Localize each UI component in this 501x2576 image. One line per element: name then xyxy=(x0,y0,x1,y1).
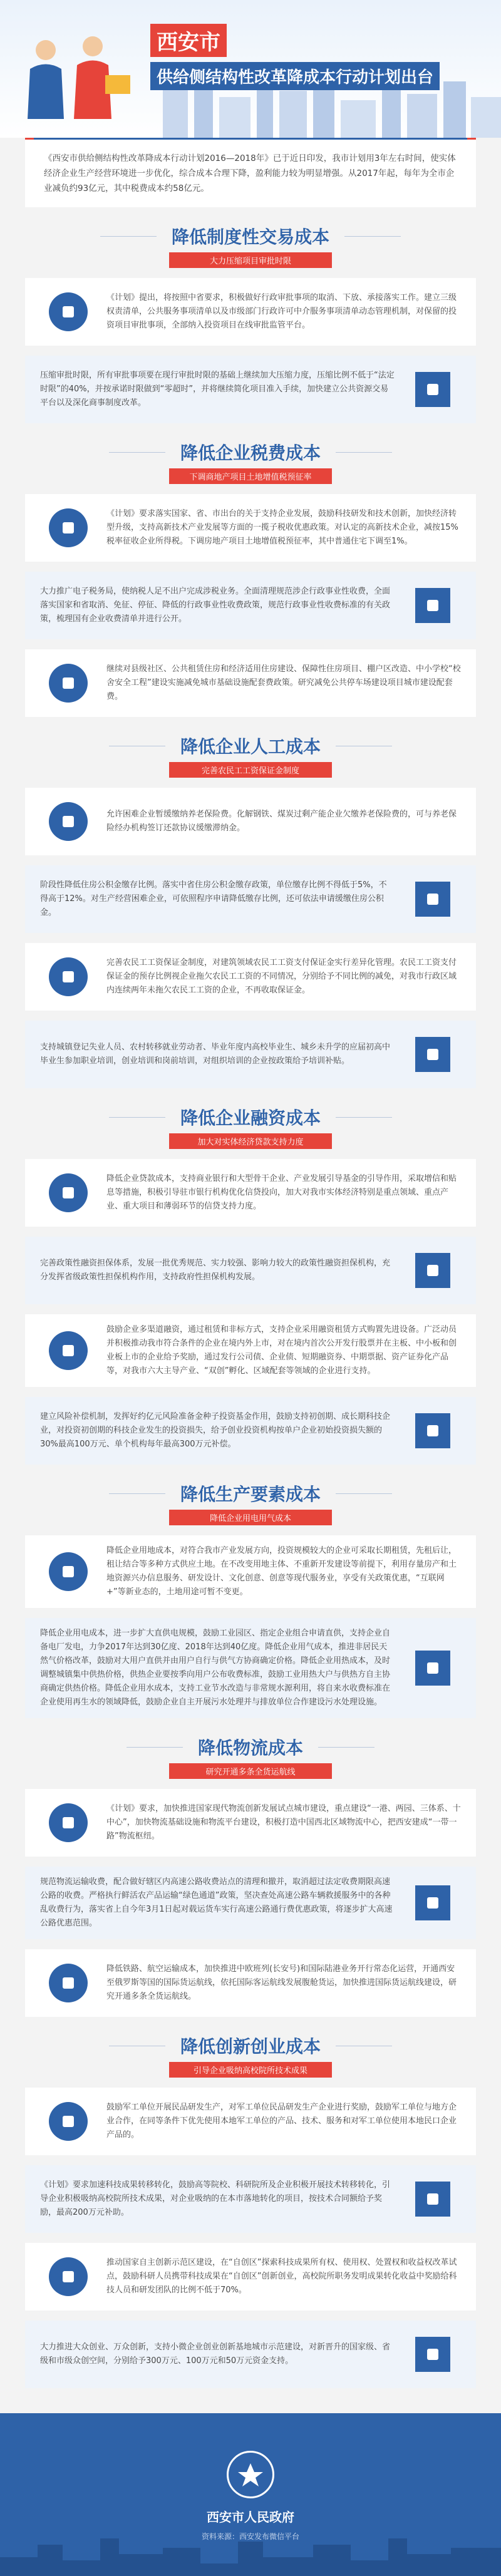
factory-icon xyxy=(40,1547,96,1597)
card-text: 继续对县级社区、公共租赁住房和经济适用住房建设、保障性住房项目、棚户区改造、中小学校“校舍安全工程”建设实施减免城市基础设施配套费政策。研究减免公共停车场建设项目城市建设配套费。 xyxy=(106,664,461,701)
doc-icon xyxy=(40,287,96,337)
card-text: 建立风险补偿机制，发挥好约亿元风险准备金种子投资基金作用，鼓励支持初创期、成长期科技企业，对投资初创期的科技企业发生的投资损失，给予创业投资机构按单户企业初始投资损失额的30%最高100万元、单个机构每年最高300万元补偿。 xyxy=(40,1412,391,1449)
card-text: 降低铁路、航空运输成本，加快推进中欧班列(长安号)和国际陆港业务开行常态化运营，开通西安至俄罗斯等国的国际货运航线，依托国际客运航线发展腹舱货运，加快推进国际货运航线建设，研究开通多条全货运航线。 xyxy=(106,1964,457,2001)
section-card xyxy=(25,1618,476,1718)
coin-icon xyxy=(405,1245,461,1296)
section-title: 降低企业税费成本 xyxy=(165,440,336,465)
person-icon xyxy=(40,1168,96,1218)
section-card xyxy=(25,1021,476,1088)
section-title: 降低创新创业成本 xyxy=(165,2033,336,2058)
yen-icon xyxy=(405,874,461,924)
card-text: 《计划》要求加速科技成果转移转化，鼓励高等院校、科研院所及企业积极开展技术转移转化，引导企业积极吸纳高校院所技术成果，对企业吸纳的在本市落地转化的项目，按技术合同额给予奖励，最高200万元补助。 xyxy=(40,2180,391,2217)
section-5 xyxy=(0,1734,501,2017)
section-card xyxy=(25,2321,476,2388)
section-card xyxy=(25,1535,476,1608)
section-card xyxy=(25,943,476,1011)
clock-icon xyxy=(405,364,461,415)
section-card xyxy=(25,494,476,562)
sections-container xyxy=(0,224,501,2388)
section-card xyxy=(25,572,476,639)
card-text: 完善农民工工资保证金制度，对建筑领域农民工工资支付保证金实行差异化管理。农民工工资支付保证金的预存比例视企业拖欠农民工工资的不同情况，分别给予不同比例的减免，对我市行政区域内连续两年未拖欠农民工工资的企业，不再收取保证金。 xyxy=(106,958,457,995)
footer-source: 资料来源：西安发布微信平台 xyxy=(201,2532,299,2541)
section-card xyxy=(25,1867,476,1939)
card-text: 降低企业用电成本，进一步扩大直供电规模，鼓励工业园区、指定企业组合申请直供，支持企业自备电厂发电，力争2017年达到30亿度、2018年达到40亿度。降低企业用气成本，推进非居民天然气价格改革，鼓励对大用户直供并由用户自行与供气方协商确定价格。降低企业用热成本，及时调整城镇集中供热价格，供热企业要按季向用户公布收费标准，鼓励工业用热大户与供热方自主协商确定供热价格。降低企业用水成本，支持工业节水改造与非常规水源利用，将自来水收费标准在企业使用再生水的领域降低，鼓励企业自主开展污水处理并与排放单位合作建设污水处理设施。 xyxy=(40,1629,391,1707)
section-card xyxy=(25,1789,476,1857)
power-icon xyxy=(405,1643,461,1693)
header-title xyxy=(150,24,440,90)
section-3 xyxy=(0,1105,501,1465)
card-text: 允许困难企业暂缓缴纳养老保险费。化解钢铁、煤炭过剩产能企业欠缴养老保险费的，可与养老保险经办机构签订还款协议缓缴滞纳金。 xyxy=(106,810,457,833)
section-card xyxy=(25,2088,476,2155)
section-subtitle: 研究开通多条全货运航线 xyxy=(169,1763,332,1779)
card-text: 支持城镇登记失业人员、农村转移就业劳动者、毕业年度内高校毕业生、城乡未升学的应届初高中毕业生参加职业培训，创业培训和岗前培训，对组织培训的企业按政策给予培训补贴。 xyxy=(40,1043,391,1066)
card-text: 《计划》要求落实国家、省、市出台的关于支持企业发展，鼓励科技研发和技术创新，加快经济转型升级，支持高新技术产业发展等方面的一揽子税收优惠政策。对认定的高新技术企业，减按15%税率征收企业所得税。下调房地产项目土地增值税预征率，其中普通住宅下调至1%。 xyxy=(106,509,458,546)
card-text: 完善政策性融资担保体系，发展一批优秀规范、实力较强、影响力较大的政策性融资担保机构，充分发挥省级政策性担保机构作用，支持政府性担保机构发展。 xyxy=(40,1259,391,1282)
card-text: 鼓励军工单位开展民品研发生产，对军工单位民品研发生产企业进行奖励，鼓励军工单位与地方企业合作，在同等条件下优先使用本地军工单位的产品、技术、服务和对军工单位使用本地民口企业产品的。 xyxy=(106,2103,457,2140)
section-card xyxy=(25,1314,476,1387)
rocket-icon xyxy=(40,2252,96,2302)
card-text: 阶段性降低住房公积金缴存比例。落实中省住房公积金缴存政策，单位缴存比例不得低于5%，不得高于12%。对生产经营困难企业，可依照程序申请降低缴存比例，还可依法申请缓缴住房公积金。 xyxy=(40,880,387,917)
section-card xyxy=(25,788,476,855)
section-subtitle: 加大对实体经济贷款支持力度 xyxy=(169,1133,332,1149)
building-icon xyxy=(40,658,96,708)
money-bag-icon xyxy=(405,1029,461,1079)
section-card xyxy=(25,649,476,717)
card-text: 压缩审批时限，所有审批事项要在现行审批时限的基础上继续加大压缩力度，压缩比例不低于“法定时限”的40%，并按承诺时限做到“零超时”，并将继续简化项目准入手续，加快建立公共资源交易平台以及深化商事制度改革。 xyxy=(40,371,395,408)
page-header xyxy=(0,0,501,138)
section-card xyxy=(25,278,476,346)
section-2 xyxy=(0,733,501,1088)
footer-org: 西安市人民政府 xyxy=(207,2510,294,2525)
section-card xyxy=(25,356,476,423)
section-subtitle: 引导企业吸纳高校院所技术成果 xyxy=(169,2062,332,2078)
chart-icon xyxy=(405,1406,461,1456)
government-logo-icon xyxy=(227,2451,274,2498)
title-city: 西安市 xyxy=(150,24,227,57)
card-text: 降低企业用地成本，对符合我市产业发展方向，投资规模较大的企业可采取长期租赁，先租后让，租让结合等多种方式供应土地。在不改变用地主体、不重新开发建设等前提下，利用存量房产和土地资源兴办信息服务、研发设计、文化创意、创意等现代服务业，享受有关政策优惠，“互联网+”等新业态的，土地用途可暂不变更。 xyxy=(106,1546,457,1597)
intro-paragraph: 《西安市供给侧结构性改革降成本行动计划2016—2018年》已于近日印发，我市计划用3年左右时间，使实体经济企业生产经营环境进一步优化，综合成本合理下降，盈利能力较为明显增强。从2017年起，每年为全市企业减负约93亿元，其中税费成本约58亿元。 xyxy=(25,138,476,207)
section-card xyxy=(25,1949,476,2017)
card-text: 大力推广电子税务局，使纳税人足不出户完成涉税业务。全面清理规范涉企行政事业性收费，全面落实国家和省取消、免征、停征、降低的行政事业性收费政策，规范行政事业性收费标准的有关政策，梳理国有企业收费清单并进行公开。 xyxy=(40,587,391,624)
section-card xyxy=(25,2243,476,2311)
card-text: 推动国家自主创新示范区建设，在“自创区”探索科技成果所有权、使用权、处置权和收益权改革试点，鼓励科研人员携带科技成果在“自创区”创新创业，高校院所职务发明成果转化收益中奖励给科技人员和研发团队的比例不低于70%。 xyxy=(106,2258,457,2295)
house-icon xyxy=(40,503,96,553)
section-title: 降低生产要素成本 xyxy=(165,1481,336,1506)
card-text: 规范物流运输收费，配合做好辖区内高速公路收费站点的清理和撤并，取消超过法定收费期限高速公路的收费。严格执行鲜活农产品运输“绿色通道”政策，坚决查处高速公路车辆救援服务中的各种乱收费行为，落实省上自今年3月1日起对载运货车实行高速公路通行费优惠政策，将逐步扩大高速公路优惠范围。 xyxy=(40,1877,393,1928)
business-people-illustration xyxy=(11,25,137,131)
section-1 xyxy=(0,440,501,717)
section-card xyxy=(25,1159,476,1227)
truck-icon xyxy=(40,1798,96,1848)
section-subtitle: 完善农民工工资保证金制度 xyxy=(169,762,332,778)
tax-icon xyxy=(405,580,461,631)
badge-icon xyxy=(40,952,96,1002)
section-0 xyxy=(0,224,501,423)
footer-skyline xyxy=(0,2526,501,2576)
section-title: 降低物流成本 xyxy=(183,1734,318,1759)
layers-icon xyxy=(405,2174,461,2224)
card-text: 《计划》要求，加快推进国家现代物流创新发展试点城市建设，重点建设“一港、两园、三体系、十中心”，加快物流基础设施和物流平台建设，积极打造中国西北区域物流中心，把西安建成“一带一路”物流枢纽。 xyxy=(106,1804,461,1841)
gear-icon xyxy=(40,2096,96,2146)
section-4 xyxy=(0,1481,501,1718)
dollar-icon xyxy=(40,1326,96,1376)
section-card xyxy=(25,1237,476,1304)
shield-icon xyxy=(40,796,96,847)
section-card xyxy=(25,1397,476,1465)
card-text: 大力推进大众创业、万众创新，支持小微企业创业创新基地城市示范建设，对新晋升的国家级、省级和市级众创空间，分别给予300万元、100万元和50万元资金支持。 xyxy=(40,2342,391,2366)
train-icon xyxy=(40,1958,96,2008)
people-icon xyxy=(405,2329,461,2379)
section-title: 降低企业融资成本 xyxy=(165,1105,336,1130)
section-title: 降低企业人工成本 xyxy=(165,733,336,758)
card-text: 降低企业贷款成本，支持商业银行和大型骨干企业、产业发展引导基金的引导作用，采取增信和贴息等措施，积极引导驻市银行机构优化信贷投向，加大对我市实体经济特别是重点领域、重点产业、重大项目和薄弱环节的信贷支持力度。 xyxy=(106,1174,457,1211)
section-subtitle: 降低企业用电用气成本 xyxy=(169,1510,332,1525)
section-subtitle: 大力压缩项目审批时限 xyxy=(169,252,332,268)
section-title: 降低制度性交易成本 xyxy=(157,224,344,249)
title-main: 供给侧结构性改革降成本行动计划出台 xyxy=(150,62,440,90)
plane-icon xyxy=(405,1878,461,1928)
card-text: 鼓励企业多渠道融资，通过租赁和非标方式，支持企业采用融资租赁方式购置先进设备。广泛动员并积极推动我市符合条件的企业在境内外上市，对在境内首次公开发行股票并在主板、中小板和创业板上市的企业给予奖励，通过发行公司债、企业债、短期融资券、中期票据、资产证券化产品等，对我市六大主导产业、“双创”孵化、区域配套等领域的企业进行支持。 xyxy=(106,1325,457,1376)
section-subtitle: 下调商地产项目土地增值税预征率 xyxy=(169,468,332,484)
page-footer xyxy=(0,2413,501,2576)
section-card xyxy=(25,865,476,933)
section-6 xyxy=(0,2033,501,2388)
card-text: 《计划》提出，将按照中省要求，积极做好行政审批事项的取消、下放、承接落实工作。建立三级权责清单，公共服务事项清单以及市级部门行政许可中介服务事项清单动态管理机制，对保留的投资项目审批事项，全部纳入投资项目在线审批监管平台。 xyxy=(106,293,457,330)
section-card xyxy=(25,2165,476,2233)
